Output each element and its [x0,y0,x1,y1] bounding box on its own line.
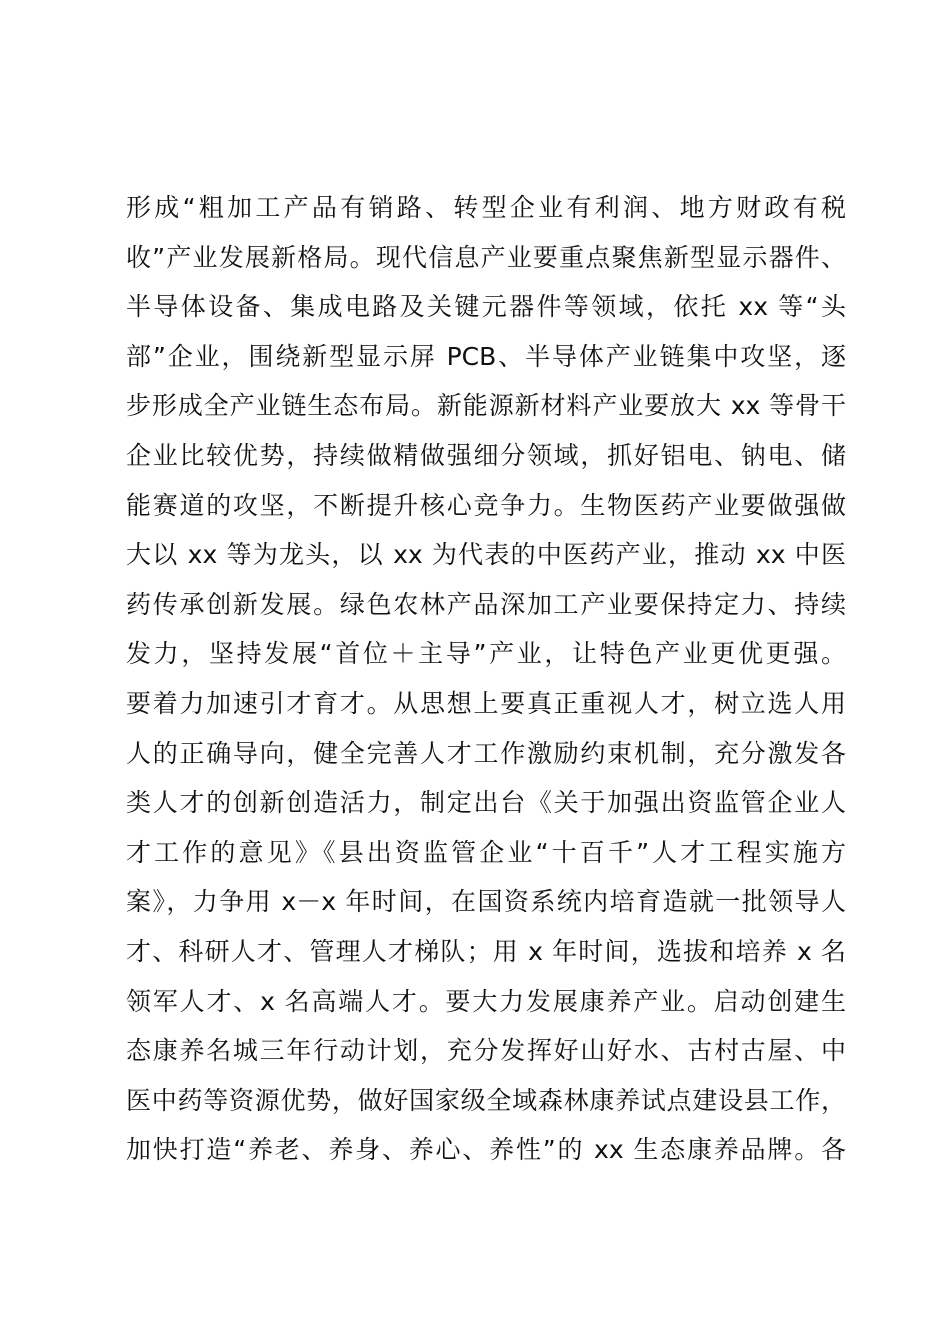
text-line: 步形成全产业链生态布局。新能源新材料产业要放大 xx 等骨干 [126,391,846,421]
text-line: 药传承创新发展。绿色农林产品深加工产业要保持定力、持续 [126,589,846,619]
text-line: 要着力加速引才育才。从思想上要真正重视人才，树立选人用 [126,688,846,718]
body-text [126,183,846,1175]
text-line: 人的正确导向，健全完善人才工作激励约束机制，充分激发各 [126,738,846,768]
text-line: 部”企业，围绕新型显示屏 PCB、半导体产业链集中攻坚，逐 [126,341,846,371]
text-line: 案》，力争用 x－x 年时间，在国资系统内培育造就一批领导人 [126,887,846,917]
text-line: 形成“粗加工产品有销路、转型企业有利润、地方财政有税 [126,193,846,222]
text-line: 大以 xx 等为龙头，以 xx 为代表的中医药产业，推动 xx 中医 [126,540,846,570]
text-line: 发力，坚持发展“首位＋主导”产业，让特色产业更优更强。 [126,639,846,669]
text-line: 领军人才、x 名高端人才。要大力发展康养产业。启动创建生 [126,986,846,1016]
text-line: 态康养名城三年行动计划，充分发挥好山好水、古村古屋、中 [126,1036,846,1066]
text-line: 加快打造“养老、养身、养心、养性”的 xx 生态康养品牌。各 [126,1135,846,1165]
text-line: 收”产业发展新格局。现代信息产业要重点聚焦新型显示器件、 [126,242,846,272]
text-line: 才工作的意见》《县出资监管企业“十百千”人才工程实施方 [126,837,846,867]
text-line: 才、科研人才、管理人才梯队；用 x 年时间，选拔和培养 x 名 [126,936,846,966]
text-line: 能赛道的攻坚，不断提升核心竞争力。生物医药产业要做强做 [126,490,846,520]
text-line: 半导体设备、集成电路及关键元器件等领域，依托 xx 等“头 [126,292,846,322]
text-line: 医中药等资源优势，做好国家级全域森林康养试点建设县工作， [126,1085,846,1115]
text-line: 企业比较优势，持续做精做强细分领域，抓好铝电、钠电、储 [126,440,846,470]
text-line: 类人才的创新创造活力，制定出台《关于加强出资监管企业人 [126,788,846,818]
